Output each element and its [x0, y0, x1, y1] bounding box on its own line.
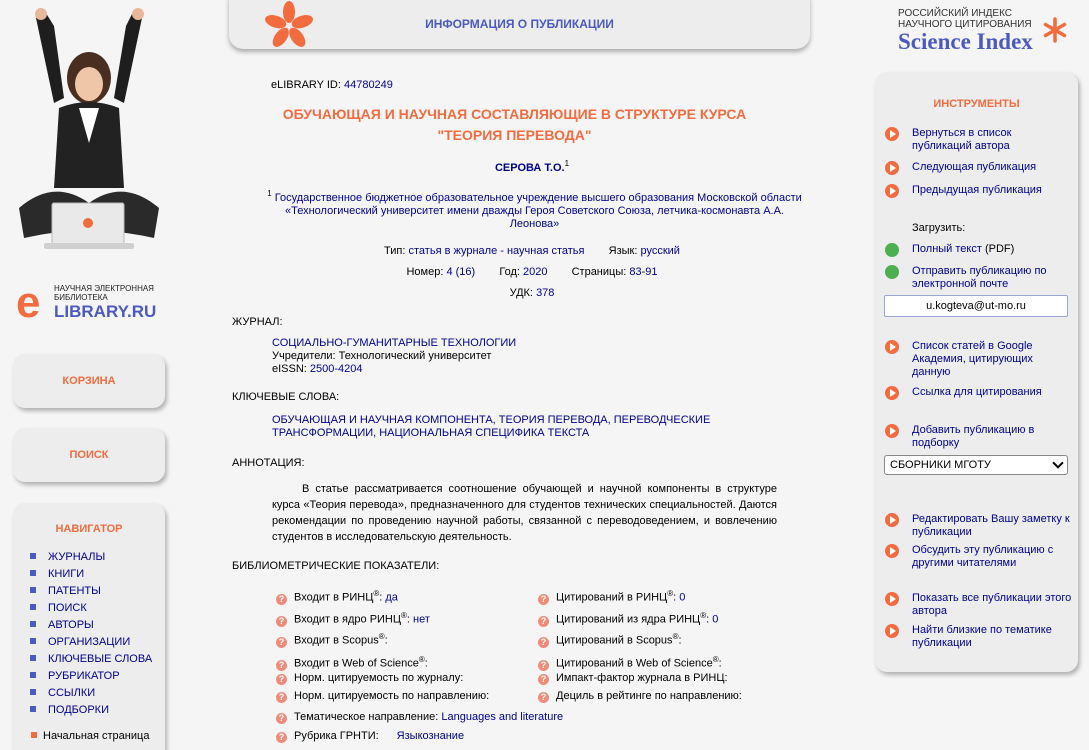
help-icon[interactable]: ? — [538, 594, 549, 605]
bib-row-citations-wos: ? Цитирований в Web of Science®: — [538, 650, 722, 670]
send-email-link[interactable] — [885, 265, 1073, 291]
journal-name-link[interactable]: СОЦИАЛЬНО-ГУМАНИТАРНЫЕ ТЕХНОЛОГИИ — [272, 337, 517, 349]
arrow-right-icon — [885, 424, 899, 438]
pages-value: 83-91 — [629, 266, 658, 278]
udk-label: УДК: — [509, 287, 533, 299]
bullet-icon — [30, 570, 36, 576]
registered-mark: ® — [378, 632, 385, 641]
add-to-collection-link[interactable] — [885, 424, 1073, 450]
arrow-right-icon — [885, 513, 899, 527]
asterisk-icon — [1041, 16, 1069, 44]
arrow-right-icon — [885, 624, 899, 638]
nav-item-label: ССЫЛКИ — [48, 687, 96, 699]
bib-row-citations-scopus: ? Цитирований в Scopus®: — [538, 627, 682, 647]
bib-label: Рубрика ГРНТИ: — [294, 730, 379, 742]
number-label: Номер: — [406, 266, 444, 278]
collection-selected-value: СБОРНИКИ МГОТУ — [890, 459, 991, 471]
bib-label: Цитирований в РИНЦ — [556, 591, 668, 604]
bib-value[interactable]: нет — [413, 613, 430, 626]
affiliation — [262, 187, 807, 231]
tool-label: Обсудить эту публикацию с другими читателями — [912, 544, 1054, 569]
help-icon[interactable]: ? — [276, 713, 287, 724]
language-value: русский — [640, 245, 680, 257]
bib-label: Тематическое направление: — [294, 711, 439, 723]
nav-item-keywords[interactable] — [30, 651, 165, 668]
collection-select[interactable] — [884, 455, 1068, 475]
bullet-icon — [30, 672, 36, 678]
bib-row-decile — [538, 686, 742, 706]
tools-panel — [875, 72, 1078, 672]
bib-row-norm-direction — [276, 686, 489, 706]
eissn-value: 2500-4204 — [309, 363, 363, 375]
nav-item-links[interactable] — [30, 685, 165, 702]
nav-item-rubricator[interactable] — [30, 668, 165, 685]
help-icon[interactable]: ? — [276, 732, 287, 743]
tool-label: Показать все публикации этого автора — [912, 592, 1072, 617]
bib-row-rinc-core: ? Входит в ядро РИНЦ®: нет — [276, 606, 430, 626]
page-title: ИНФОРМАЦИЯ О ПУБЛИКАЦИИ — [425, 17, 614, 31]
affiliation-index: 1 — [267, 189, 272, 198]
nav-item-label: ПОИСК — [48, 602, 87, 614]
type-label: Тип: — [384, 245, 406, 257]
journal-eissn — [272, 363, 516, 376]
bib-label: Входит в Scopus — [294, 634, 379, 647]
find-similar-link[interactable] — [885, 624, 1073, 650]
discuss-link[interactable] — [885, 544, 1073, 570]
language-label: Язык: — [608, 245, 638, 257]
bib-row-norm-journal — [276, 668, 463, 688]
bib-label: Входит в Web of Science — [294, 657, 419, 670]
number-value[interactable]: 4 (16) — [446, 266, 476, 278]
help-icon[interactable]: ? — [276, 637, 287, 648]
cart-button[interactable]: КОРЗИНА — [13, 354, 165, 408]
home-link[interactable] — [31, 730, 149, 742]
udk-row — [232, 287, 832, 299]
registered-mark: ® — [373, 589, 380, 598]
arrow-right-icon — [885, 544, 899, 558]
bib-label: Норм. цитируемость по журналу: — [294, 672, 464, 684]
tool-label: Предыдущая публикация — [912, 184, 1042, 196]
email-field[interactable]: u.kogteva@ut-mo.ru — [884, 295, 1068, 317]
next-publication-link[interactable] — [885, 161, 1073, 174]
annotation-text: В статье рассматривается соотношение обучающей и научной компоненты в структуре курса «Теория перевода», предназначенного для студентов технических специальностей. Даются рекомендации по проведению научной работы, связанной с переводоведением, и вовлечению студентов в исследовательскую деятельность. — [272, 483, 777, 543]
keywords-list[interactable]: ОБУЧАЮЩАЯ И НАУЧНАЯ КОМПОНЕНТА, ТЕОРИЯ ПЕРЕВОДА, ПЕРЕВОДЧЕСКИЕ ТРАНСФОРМАЦИИ, НАЦИОНАЛЬНАЯ СПЕЦИФИКА ТЕКСТА — [272, 414, 711, 439]
bib-label: Норм. цитируемость по направлению: — [294, 690, 490, 702]
journal-founder: Учредители: Технологический университет — [272, 350, 492, 362]
tool-label: Редактировать Вашу заметку к публикации — [912, 513, 1070, 538]
nav-item-label: ОРГАНИЗАЦИИ — [48, 636, 131, 648]
issue-row — [232, 266, 832, 278]
bib-value[interactable]: 0 — [712, 613, 719, 626]
edit-note-link[interactable] — [885, 513, 1073, 539]
registered-mark: ® — [401, 611, 407, 620]
help-icon[interactable]: ? — [276, 660, 287, 671]
journal-info — [272, 337, 516, 376]
arrow-right-icon — [885, 340, 899, 354]
bib-row-theme — [276, 707, 563, 727]
title-line-1: ОБУЧАЮЩАЯ И НАУЧНАЯ СОСТАВЛЯЮЩИЕ В СТРУКТУРЕ КУРСА — [282, 106, 747, 122]
tool-label: Следующая публикация — [912, 161, 1037, 173]
registered-mark: ® — [700, 611, 707, 620]
tool-label: Вернуться в список публикаций автора — [912, 127, 1012, 152]
bib-row-rinc: ? Входит в РИНЦ®: да — [276, 584, 398, 604]
affiliation-link[interactable]: Государственное бюджетное образовательное учреждение высшего образования Московской области «Технологический университет имени дважды Героя Советского Союза, летчика-космонавта А.А. Леонова» — [274, 192, 802, 230]
nav-item-search[interactable] — [30, 600, 165, 617]
file-format: (PDF) — [984, 243, 1015, 255]
year-value: 2020 — [522, 266, 548, 278]
bullet-icon — [30, 621, 36, 627]
bib-label: Цитирований в Web of Science — [556, 657, 713, 670]
elibrary-id-label: eLIBRARY ID: — [271, 79, 341, 91]
search-button[interactable]: ПОИСК — [13, 428, 165, 482]
bib-row-scopus: ? Входит в Scopus®: — [276, 627, 388, 647]
bib-value[interactable]: Languages and literature — [441, 711, 564, 723]
pages-label: Страницы: — [571, 266, 627, 278]
journal-section-title: ЖУРНАЛ: — [232, 316, 283, 328]
help-icon[interactable]: ? — [538, 674, 549, 685]
bib-label: Входит в РИНЦ — [294, 591, 374, 604]
bib-label: Цитирований из ядра РИНЦ — [556, 613, 701, 626]
bullet-icon — [30, 638, 36, 644]
show-all-author-publications-link[interactable] — [885, 592, 1073, 618]
tool-label: Добавить публикацию в подборку — [912, 424, 1035, 449]
author — [232, 159, 832, 174]
year-label: Год: — [499, 266, 520, 278]
chevron-down-icon — [1052, 457, 1063, 468]
help-icon[interactable]: ? — [538, 637, 549, 648]
bib-row-impact-factor — [538, 668, 728, 688]
bullet-icon — [31, 732, 37, 738]
registered-mark: ® — [672, 632, 679, 641]
logo-subtitle: НАУЧНАЯ ЭЛЕКТРОННАЯ БИБЛИОТЕКА — [54, 284, 154, 302]
bullet-icon — [30, 689, 36, 695]
nav-item-label: РУБРИКАТОР — [48, 670, 120, 682]
bib-value[interactable]: да — [385, 591, 398, 604]
arrow-right-icon — [885, 184, 899, 198]
arrow-right-icon — [885, 592, 899, 606]
udk-value: 378 — [536, 287, 555, 299]
logo-name: LIBRARY.RU — [54, 302, 157, 321]
nav-item-patents[interactable] — [30, 583, 165, 600]
elibrary-id-value: 44780249 — [343, 79, 393, 91]
navigator-title: НАВИГАТОР — [55, 523, 123, 535]
bib-label: Цитирований в Scopus — [556, 634, 673, 647]
annotation-section-title: АННОТАЦИЯ: — [232, 457, 305, 469]
arrow-right-icon — [885, 386, 899, 400]
nav-item-label: АВТОРЫ — [48, 619, 94, 631]
help-icon[interactable]: ? — [276, 692, 287, 703]
left-column — [0, 0, 175, 750]
help-icon[interactable]: ? — [276, 674, 287, 685]
science-index-name: Science Index — [898, 29, 1033, 54]
citation-link[interactable] — [885, 386, 1073, 399]
publication-type-row — [232, 245, 832, 257]
nav-item-label: ПАТЕНТЫ — [48, 585, 101, 597]
bib-row-wos: ? Входит в Web of Science®: — [276, 650, 428, 670]
nav-item-label: ПОДБОРКИ — [48, 704, 109, 716]
home-link-label: Начальная страница — [43, 730, 150, 742]
bib-value[interactable]: Языкознание — [396, 730, 465, 742]
back-to-author-link[interactable] — [885, 127, 1073, 153]
help-icon[interactable]: ? — [538, 692, 549, 703]
email-icon — [885, 265, 899, 279]
google-scholar-link[interactable] — [885, 340, 1073, 379]
page-header — [229, 0, 810, 49]
help-icon[interactable]: ? — [538, 616, 549, 627]
bib-row-citations-core: ? Цитирований из ядра РИНЦ®: 0 — [538, 606, 718, 626]
navigator-list — [13, 549, 165, 719]
bib-label: Входит в ядро РИНЦ — [294, 613, 402, 626]
bullet-icon — [30, 587, 36, 593]
bullet-icon — [30, 706, 36, 712]
registered-mark: ® — [418, 655, 425, 664]
tool-label: Полный текст — [912, 243, 982, 255]
bib-value[interactable]: 0 — [679, 591, 686, 604]
help-icon[interactable]: ? — [538, 660, 549, 671]
help-icon[interactable]: ? — [276, 594, 287, 605]
author-affiliation-index: 1 — [564, 159, 570, 168]
bullet-icon — [30, 604, 36, 610]
registered-mark: ® — [712, 655, 719, 664]
download-icon — [885, 243, 899, 257]
title-line-2: "ТЕОРИЯ ПЕРЕВОДА" — [437, 127, 592, 143]
navigator-panel — [13, 503, 165, 750]
bib-row-citations-rinc: ? Цитирований в РИНЦ®: 0 — [538, 584, 685, 604]
arrow-right-icon — [885, 127, 899, 141]
eissn-label: eISSN: — [272, 363, 307, 375]
full-text-link[interactable] — [885, 243, 1073, 256]
nav-item-collections[interactable] — [30, 702, 165, 719]
keywords-section-title: КЛЮЧЕВЫЕ СЛОВА: — [232, 391, 340, 403]
hero-illustration — [14, 8, 164, 258]
bibliometrics-section-title: БИБЛИОМЕТРИЧЕСКИЕ ПОКАЗАТЕЛИ: — [232, 560, 440, 572]
logo-letter: e — [16, 278, 41, 327]
science-index-subtitle: РОССИЙСКИЙ ИНДЕКС НАУЧНОГО ЦИТИРОВАНИЯ — [898, 8, 1032, 30]
nav-item-label: КЛЮЧЕВЫЕ СЛОВА — [48, 653, 153, 665]
tools-title: ИНСТРУМЕНТЫ — [933, 98, 1020, 110]
nav-item-authors[interactable] — [30, 617, 165, 634]
nav-item-label: ЖУРНАЛЫ — [48, 551, 106, 563]
nav-item-journals[interactable] — [30, 549, 165, 566]
author-link[interactable]: СЕРОВА Т.О. — [494, 162, 565, 174]
type-value: статья в журнале - научная статья — [408, 245, 585, 257]
bib-row-grnti — [276, 726, 464, 746]
bib-label: Дециль в рейтинге по направлению: — [556, 690, 742, 702]
nav-item-organizations[interactable] — [30, 634, 165, 651]
help-icon[interactable]: ? — [276, 616, 287, 627]
prev-publication-link[interactable] — [885, 184, 1073, 197]
arrow-right-icon — [885, 161, 899, 175]
science-index-logo[interactable] — [898, 8, 1078, 58]
tool-label: Список статей в Google Академия, цитирующих данную — [912, 340, 1033, 378]
tool-label: Отправить публикацию по электронной почте — [912, 265, 1047, 290]
bullet-icon — [30, 655, 36, 661]
registered-mark: ® — [667, 589, 674, 598]
elibrary-id — [271, 79, 393, 91]
tool-label: Ссылка для цитирования — [912, 386, 1042, 398]
tool-label: Найти близкие по тематике публикации — [912, 624, 1052, 649]
download-label: Загрузить: — [912, 222, 966, 234]
elibrary-logo[interactable] — [16, 278, 166, 327]
bullet-icon — [30, 553, 36, 559]
publication-title — [262, 104, 767, 146]
nav-item-books[interactable] — [30, 566, 165, 583]
nav-item-label: КНИГИ — [48, 568, 85, 580]
bib-label: Импакт-фактор журнала в РИНЦ: — [556, 672, 728, 684]
